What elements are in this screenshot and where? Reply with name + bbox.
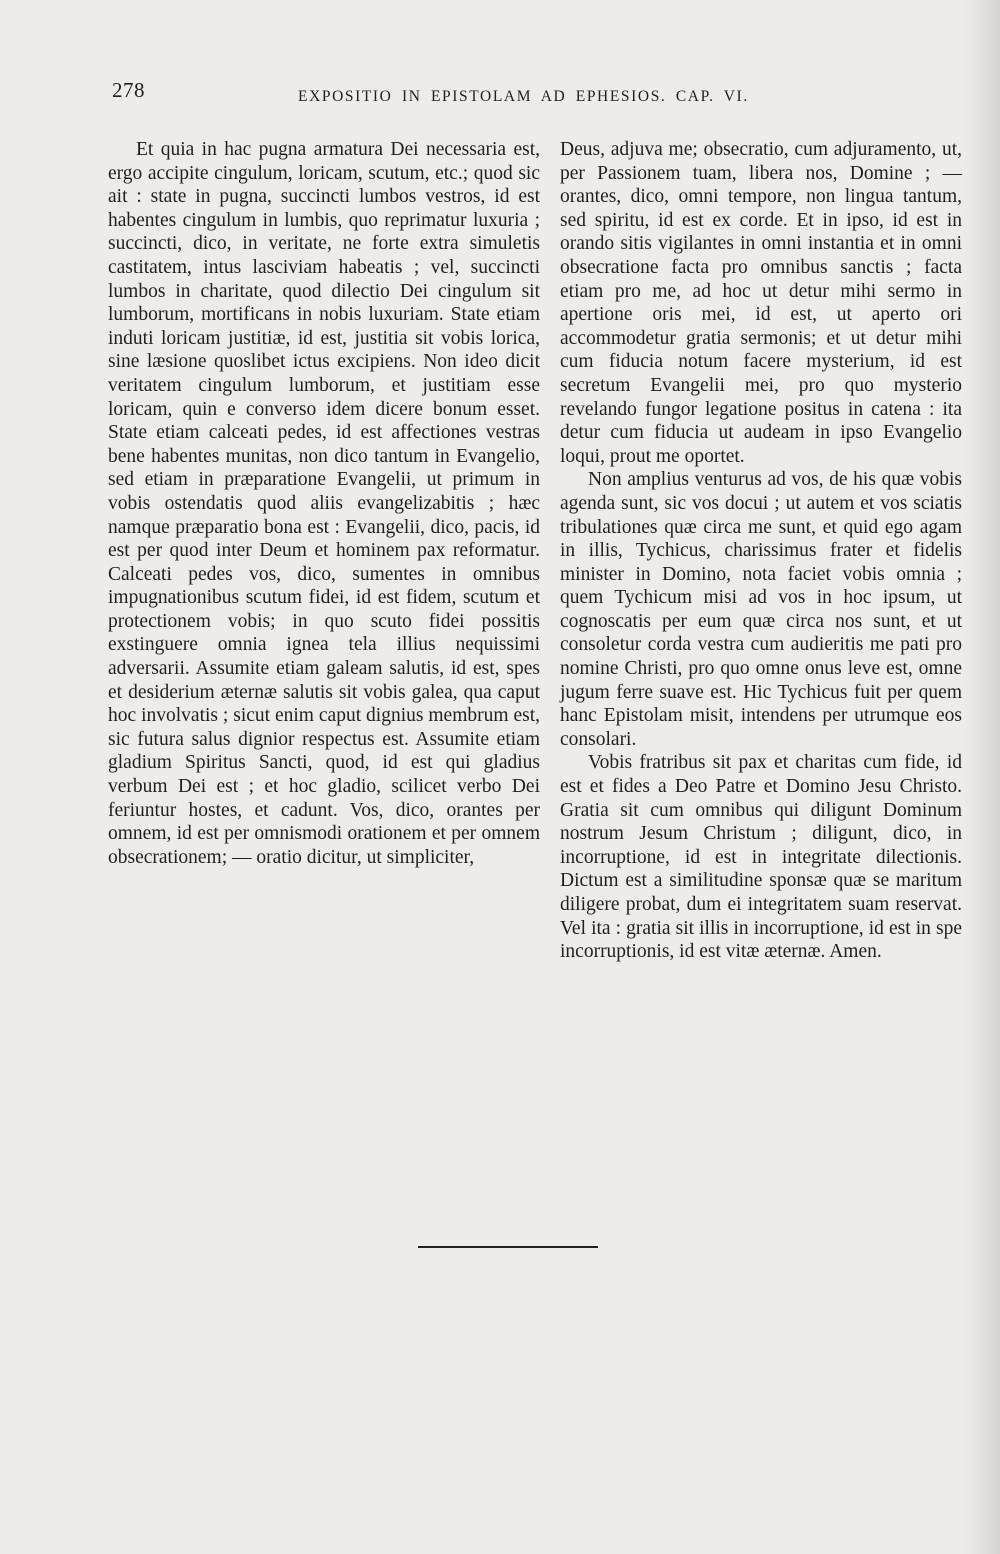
paragraph: Et quia in hac pugna armatura Dei necessaria est, ergo accipite cingulum, loricam, scutum, etc.; quod sic ait : state in pugna, succincti lumbos vestros, id est habentes cingulum in lumbis, quo reprimatur luxuria ; succincti, dico, in veritate, ne forte extra simuletis castitatem, intus lasciviam habeatis ; vel, succincti lumbos in charitate, quod dilectio Dei cingulum sit lumborum, mortificans in nobis luxuriam. State etiam induti loricam justitiæ, id est, justitia sit vobis lorica, sine læsione quoslibet ictus excipiens. Non ideo dicit veritatem cingulum lumborum, et justitiam esse loricam, quin e converso idem dicere bonum esset. State etiam calceati pedes, id est affectiones vestras bene habentes munitas, non dico tantum in Evangelio, sed etiam in præparatione Evangelii, ut primum in vobis ostendatis quod aliis evangelizabitis ; hæc namque præparatio bona est : Evangelii, dico, pacis, id est per quod inter Deum et hominem pax reformatur. Calceati pedes vos, dico, sumentes in omnibus impugnationibus scutum fidei, id est fidem, scutum et protectionem vobis; in quo scuto fidei possitis exstinguere omnia ignea tela illius nequissimi adversarii. Assumite etiam galeam salutis, id est, spes et desiderium æternæ salutis sit vobis galea, qua caput hoc involvatis ; sicut enim caput dignius membrum est, sic futura salus dignior respectus est. Assumite etiam gladium Spiritus Sancti, quod, id est qui gladius verbum Dei est ; et hoc gladio, scilicet verbo Dei feriuntur hostes, et cadunt. Vos, dico, orantes per omnem, id est per omnismodi orationem et per omnem obsecrationem; — oratio dicitur, ut simpliciter, (108, 139, 540, 868)
footnote-rule (418, 1246, 598, 1248)
left-column (108, 138, 540, 869)
running-title: EXPOSITIO IN EPISTOLAM AD EPHESIOS. CAP. VI. (298, 88, 749, 105)
paragraph: Vobis fratribus sit pax et charitas cum fide, id est et fides a Deo Patre et Domino Jesu Christo. Gratia sit cum omnibus qui diligunt Dominum nostrum Jesum Christum ; diligunt, dico, in incorruptione, id est in integritate dilectionis. Dictum est a similitudine sponsæ quæ se maritum diligere probat, dum ei integritatem suam reservat. Vel ita : gratia sit illis in incorruptione, id est in spe incorruptionis, id est vitæ æternæ. Amen. (560, 752, 962, 963)
paragraph: Non amplius venturus ad vos, de his quæ vobis agenda sunt, sic vos docui ; ut autem et vos sciatis tribulationes quæ circa me sunt, et quid ego agam in illis, Tychicus, charissimus frater et fidelis minister in Domino, nota faciet vobis omnia ; quem Tychicum misi ad vos in hoc ipsum, ut cognoscatis per eum quæ circa nos sunt, et ut consoletur corda vestra cum audieritis me pati pro nomine Christi, pro quo omne onus leve est, omne jugum ferre suave est. Hic Tychicus fuit per quem hanc Epistolam misit, intendens per utrumque eos consolari. (560, 469, 962, 750)
running-head (112, 78, 892, 112)
page-edge-shadow (964, 0, 1000, 1554)
paragraph: Deus, adjuva me; obsecratio, cum adjuramento, ut, per Passionem tuam, libera nos, Domine ; — orantes, dico, omni tempore, non lingua tantum, sed spiritu, id est ex corde. Et in ipso, id est in orando sitis vigilantes in omni instantia et in omni obsecratione facta pro omnibus sanctis ; facta etiam pro me, ad hoc ut detur mihi sermo in apertione oris mei, id est, ut aperto ori accommodetur gratia sermonis; et ut detur mihi cum fiducia notum facere mysterium, id est secretum Evangelii mei, pro quo mysterio revelando fungor legatione positus in catena : ita detur cum fiducia ut audeam in ipso Evangelio loqui, prout me oportet. (560, 139, 962, 467)
right-column (560, 138, 962, 964)
page-number: 278 (112, 78, 145, 102)
